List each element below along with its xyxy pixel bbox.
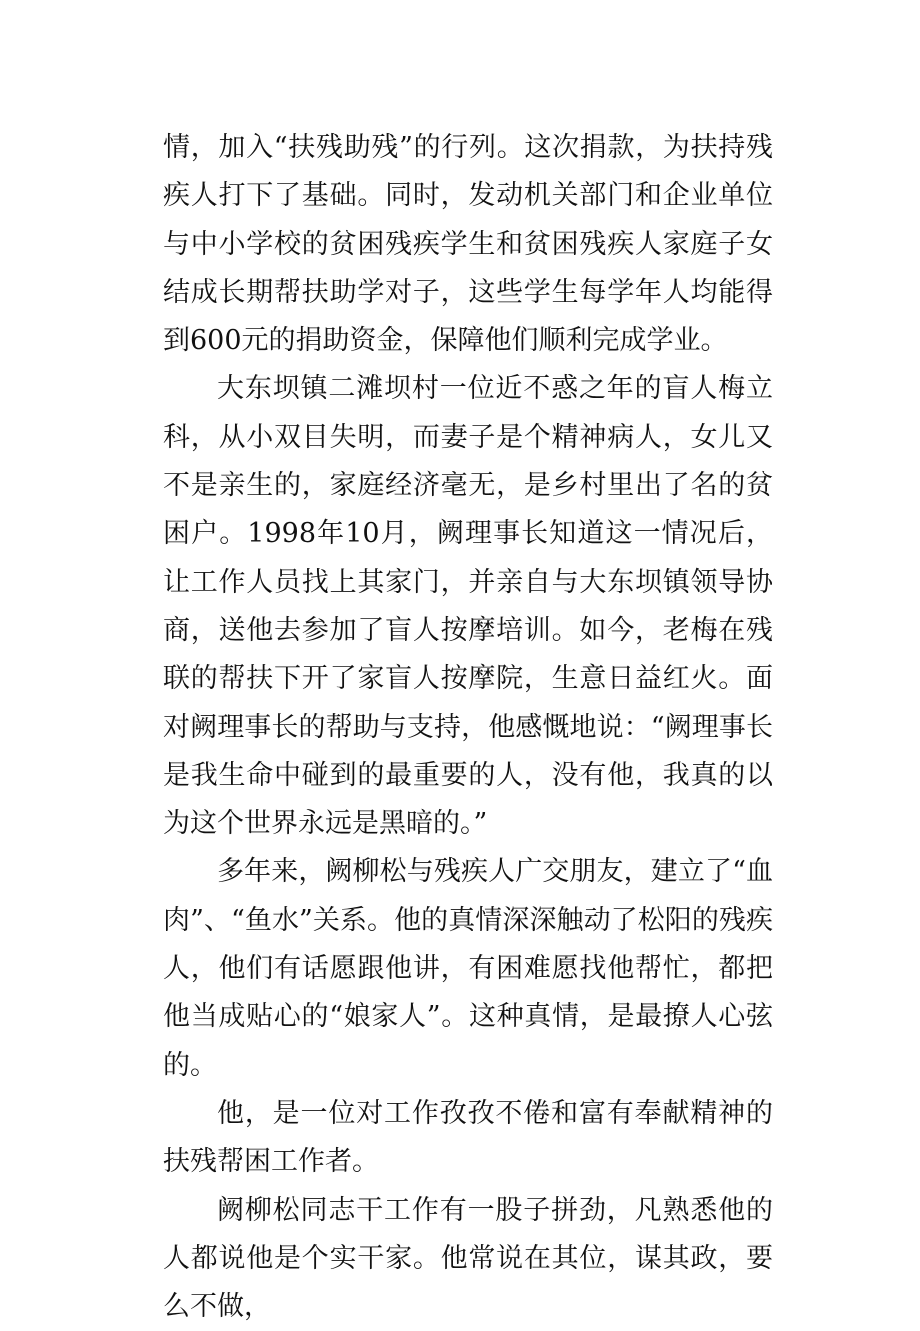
paragraph-1: 情，加入“扶残助残”的行列。这次捐款，为扶持残疾人打下了基础。同时，发动机关部门和企业单位与中小学校的贫困残疾学生和贫困残疾人家庭子女结成长期帮扶助学对子，这些学生每学年人均能得到600元的捐助资金，保障他们顺利完成学业。 [163, 132, 773, 357]
paragraph-5: 阙柳松同志干工作有一股子拼劲，凡熟悉他的人都说他是个实干家。他常说在其位，谋其政，要么不做， [163, 1194, 773, 1323]
paragraph-3: 多年来，阙柳松与残疾人广交朋友，建立了“血肉”、“鱼水”关系。他的真情深深触动了松阳的残疾人，他们有话愿跟他讲，有困难愿找他帮忙，都把他当成贴心的“娘家人”。这种真情，是最撩人心弦的。 [163, 856, 773, 1081]
document-body [163, 124, 773, 1331]
paragraph-2: 大东坝镇二滩坝村一位近不惑之年的盲人梅立科，从小双目失明，而妻子是个精神病人，女儿又不是亲生的，家庭经济毫无，是乡村里出了名的贫困户。1998年10月，阙理事长知道这一情况后，让工作人员找上其家门，并亲自与大东坝镇领导协商，送他去参加了盲人按摩培训。如今，老梅在残联的帮扶下开了家盲人按摩院，生意日益红火。面对阙理事长的帮助与支持，他感慨地说：“阙理事长是我生命中碰到的最重要的人，没有他，我真的以为这个世界永远是黑暗的。” [163, 373, 773, 840]
paragraph-4: 他，是一位对工作孜孜不倦和富有奉献精神的扶残帮困工作者。 [163, 1097, 773, 1178]
